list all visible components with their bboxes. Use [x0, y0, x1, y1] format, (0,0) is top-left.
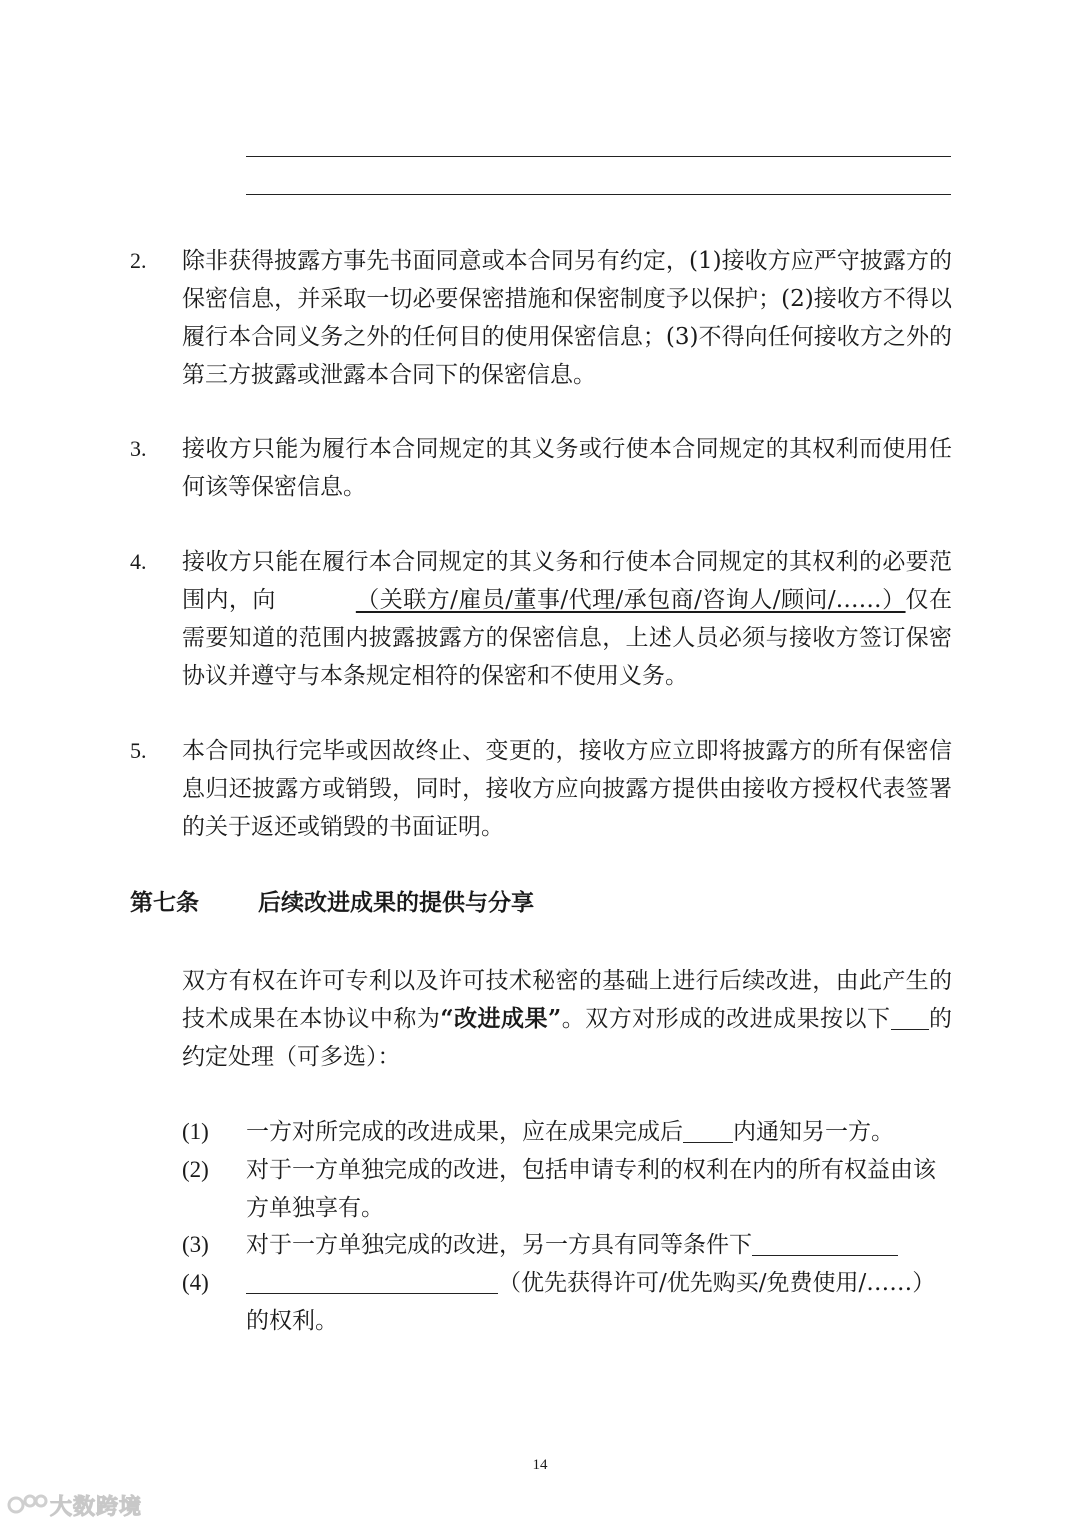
option-text-b: 内通知另一方。: [733, 1119, 894, 1145]
intro-text-a: 双方有权在许可专利以及许可技术秘密的基础上进行后续改进，由此产生的技术成果在本协议中称为: [182, 968, 952, 1032]
intro-text-c: 的约定处理（可多选）：: [182, 1006, 953, 1070]
clause-text: 接收方只能为履行本合同规定的其义务或行使本合同规定的其权利而使用任何该等保密信息。: [182, 436, 952, 500]
right-type-blank-2[interactable]: [246, 1271, 498, 1294]
option-text: 对于一方单独完成的改进，包括申请专利的权利在内的所有权益由该方单独享有。: [246, 1157, 936, 1221]
defined-term: “改进成果”: [440, 1005, 562, 1032]
clause-2: [130, 242, 952, 394]
clause-3: [130, 430, 952, 506]
fill-in-line-2[interactable]: [246, 194, 951, 195]
option-number: (2): [182, 1157, 209, 1182]
clause-text: 除非获得披露方事先书面同意或本合同另有约定，(1)接收方应严守披露方的保密信息，并采取一切必要保密措施和保密制度予以保护；(2)接收方不得以履行本合同义务之外的任何目的使用保密信息；(3)不得向任何接收方之外的第三方披露或泄露本合同下的保密信息。: [182, 248, 952, 388]
clause-number: 4.: [130, 549, 147, 574]
right-options: （优先获得许可/优先购买/免费使用/……）: [498, 1270, 936, 1296]
clause-number: 5.: [130, 738, 147, 763]
notice-period-blank[interactable]: [683, 1120, 733, 1143]
article-intro: [182, 962, 952, 1076]
clause-text-a: 接收方只能在履行本合同规定的其义务和行使本合同规定的其权利的必要范围内，向: [182, 549, 952, 613]
article-title: 后续改进成果的提供与分享: [258, 889, 534, 916]
recipient-options: （关联方/雇员/董事/代理/承包商/咨询人/顾问/……）: [355, 587, 906, 613]
option-number: (1): [182, 1119, 209, 1144]
watermark: [6, 1488, 146, 1520]
clause-text-b: 仅在需要知道的范围内披露披露方的保密信息，上述人员必须与接收方签订保密协议并遵守与本条规定相符的保密和不使用义务。: [182, 587, 953, 689]
page-number: 14: [532, 1457, 548, 1473]
clause-4: [130, 543, 952, 695]
blank-space: [276, 589, 356, 611]
article-heading: [130, 884, 534, 922]
clause-number: 3.: [130, 436, 147, 461]
watermark-text: 大数跨境: [50, 1495, 143, 1520]
option-text: [246, 1226, 952, 1264]
fill-in-line-1[interactable]: [246, 156, 951, 157]
option-choice-blank[interactable]: [891, 1007, 929, 1030]
option-text-a: 对于一方单独完成的改进，另一方具有同等条件下: [246, 1232, 752, 1258]
option-text: [246, 1264, 952, 1340]
watermark-logo-icon: [6, 1488, 50, 1520]
option-1: [182, 1113, 952, 1151]
clause-number: 2.: [130, 248, 147, 273]
option-number: (4): [182, 1270, 209, 1295]
intro-text-b: 。双方对形成的改进成果按以下: [561, 1006, 891, 1032]
option-text-b: 的权利。: [246, 1308, 338, 1334]
right-type-blank[interactable]: [752, 1233, 898, 1256]
option-number: (3): [182, 1232, 209, 1257]
clause-text: [182, 543, 952, 695]
article-number: 第七条: [130, 889, 199, 916]
option-3: [182, 1226, 952, 1264]
option-4: [182, 1264, 952, 1340]
clause-text: 本合同执行完毕或因故终止、变更的，接收方应立即将披露方的所有保密信息归还披露方或销毁，同时，接收方应向披露方提供由接收方授权代表签署的关于返还或销毁的书面证明。: [182, 738, 952, 840]
option-text: [246, 1113, 952, 1151]
clause-5: [130, 732, 952, 846]
recipient-options-blank[interactable]: [276, 587, 906, 613]
option-text-a: 一方对所完成的改进成果，应在成果完成后: [246, 1119, 683, 1145]
option-2: [182, 1151, 952, 1227]
